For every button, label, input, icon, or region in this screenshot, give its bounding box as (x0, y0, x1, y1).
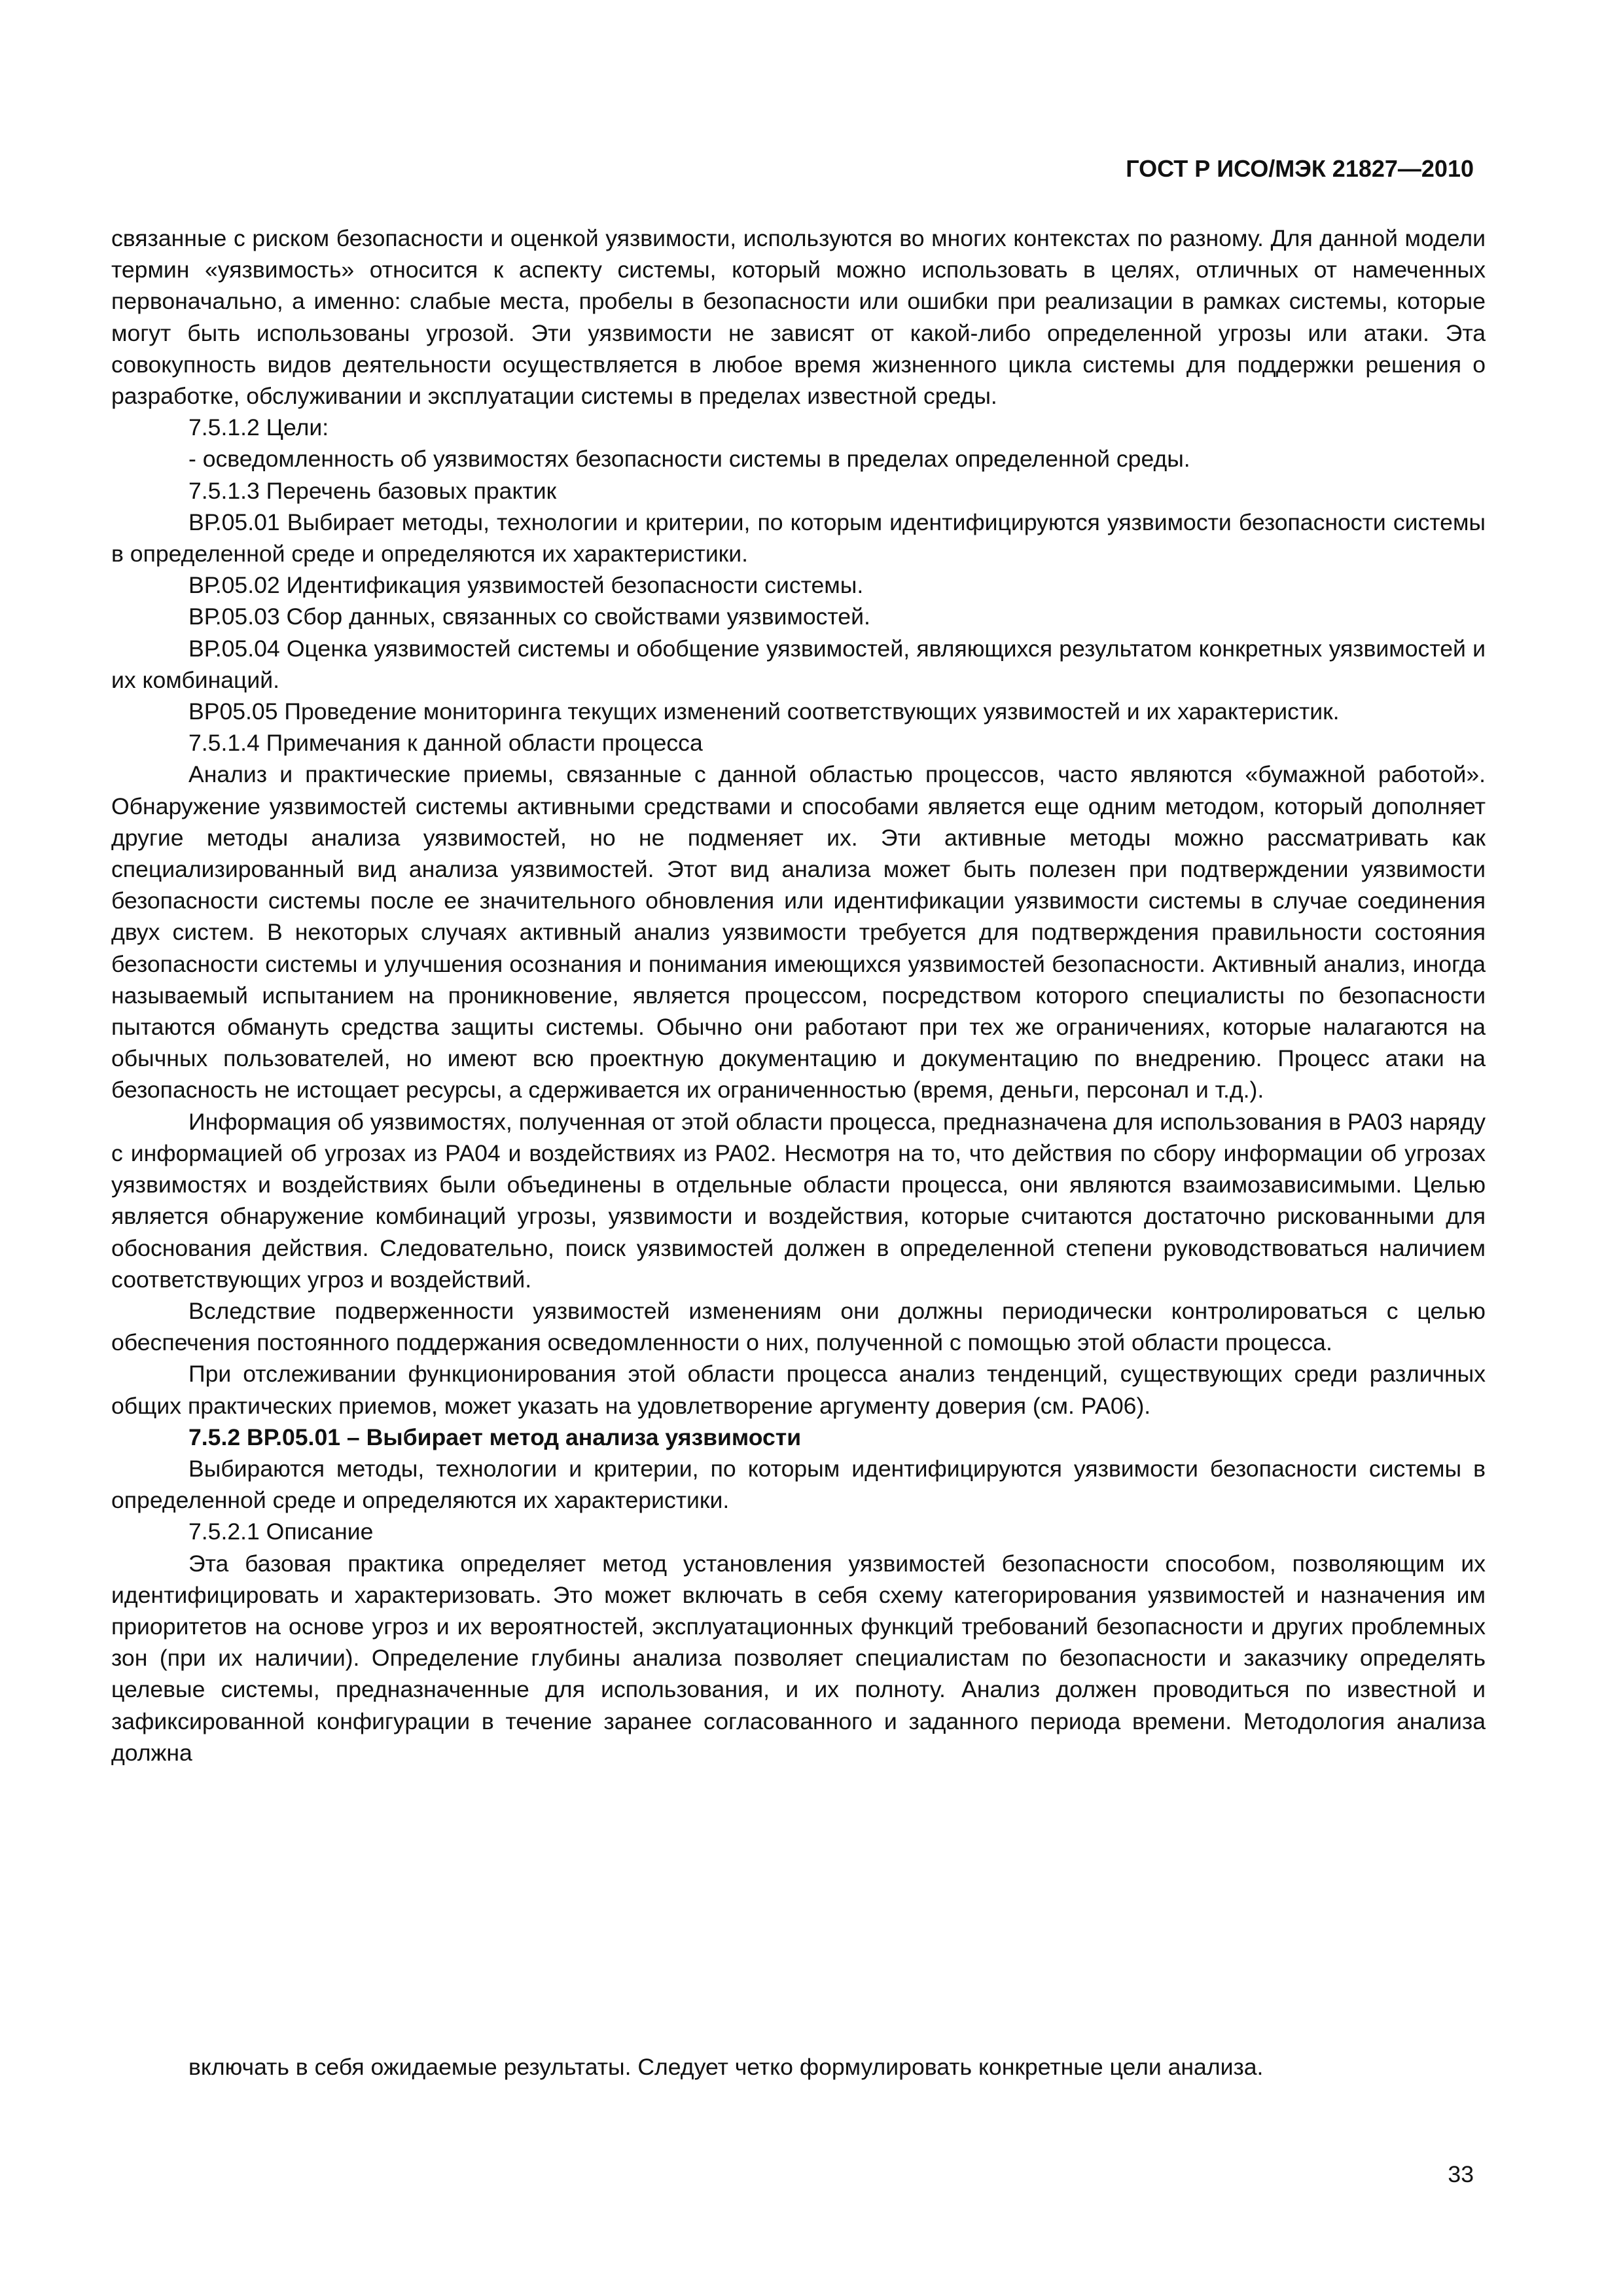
paragraph: Эта базовая практика определяет метод установления уязвимостей безопасности способом, позволяющим их идентифицировать и характеризовать. Это может включать в себя схему категорирования уязвимостей и назначения им приоритетов на основе угроз и их вероятностей, эксплуатационных функций требований безопасности и других проблемных зон (при их наличии). Определение глубины анализа позволяет специалистам по безопасности и заказчику определять целевые системы, предназначенные для использования, и их полноту. Анализ должен проводиться по известной и зафиксированной конфигурации в течение заранее согласованного и заданного периода времени. Методология анализа должна (111, 1550, 1486, 1766)
paragraph: ВР.05.01 Выбирает методы, технологии и критерии, по которым идентифицируются уязвимости безопасности системы в определенной среде и определяются их характеристики. (111, 509, 1486, 567)
paragraph: ВР.05.03 Сбор данных, связанных со свойствами уязвимостей. (188, 603, 870, 630)
paragraph: ВР.05.04 Оценка уязвимостей системы и обобщение уязвимостей, являющихся результатом конкретных уязвимостей и их комбинаций. (111, 635, 1486, 693)
document-body (111, 223, 1486, 1768)
paragraph: Анализ и практические приемы, связанные с данной областью процессов, часто являются «бумажной работой». Обнаружение уязвимостей системы активными средствами и способами является еще одним методом, который дополняет другие методы анализа уязвимостей, но не подменяет их. Эти активные методы можно рассматривать как специализированный вид анализа уязвимостей. Этот вид анализа может быть полезен при подтверждении уязвимости безопасности системы после ее значительного обновления или идентификации уязвимости системы в случае соединения двух систем. В некоторых случаях активный анализ уязвимости требуется для подтверждения правильности состояния безопасности системы и улучшения осознания и понимания имеющихся уязвимостей безопасности. Активный анализ, иногда называемый испытанием на проникновение, является процессом, посредством которого специалисты по безопасности пытаются обмануть средства защиты системы. Обычно они работают при тех же ограничениях, которые налагаются на обычных пользователей, но имеют всю проектную документацию и документацию по внедрению. Процесс атаки на безопасность не истощает ресурсы, а сдерживается их ограниченностью (время, деньги, персонал и т.д.). (111, 761, 1486, 1103)
paragraph: - осведомленность об уязвимостях безопасности системы в пределах определенной среды. (188, 446, 1190, 473)
continuation-line: включать в себя ожидаемые результаты. Следует четко формулировать конкретные цели анализа. (188, 2054, 1264, 2080)
paragraph: связанные с риском безопасности и оценкой уязвимости, используются во многих контекстах по разному. Для данной модели термин «уязвимость» относится к аспекту системы, который можно использовать в целях, отличных от намеченных первоначально, а именно: слабые места, пробелы в безопасности или ошибки при реализации в рамках системы, которые могут быть использованы угрозой. Эти уязвимости не зависят от какой-либо определенной угрозы или атаки. Эта совокупность видов деятельности осуществляется в любое время жизненного цикла системы для поддержки решения о разработке, обслуживании и эксплуатации системы в пределах известной среды. (111, 225, 1486, 410)
paragraph: ВР.05.02 Идентификация уязвимостей безопасности системы. (188, 572, 864, 599)
paragraph: 7.5.1.2 Цели: (188, 414, 329, 441)
paragraph: 7.5.2.1 Описание (188, 1518, 374, 1545)
paragraph: Информация об уязвимостях, полученная от этой области процесса, предназначена для использования в РА03 наряду с информацией об угрозах из РА04 и воздействиях из РА02. Несмотря на то, что действия по сбору информации об угрозах уязвимостях и воздействиях были объединены в отдельные области процесса, они являются взаимозависимыми. Целью является обнаружение комбинаций угрозы, уязвимости и воздействия, которые считаются достаточно рискованными для обоснования действия. Следовательно, поиск уязвимостей должен в определенной степени руководствоваться наличием соответствующих угроз и воздействий. (111, 1108, 1486, 1293)
paragraph: Выбираются методы, технологии и критерии, по которым идентифицируются уязвимости безопасности системы в определенной среде и определяются их характеристики. (111, 1455, 1486, 1514)
paragraph: 7.5.1.4 Примечания к данной области процесса (188, 730, 703, 757)
paragraph: ВР05.05 Проведение мониторинга текущих изменений соответствующих уязвимостей и их характеристик. (188, 698, 1340, 725)
section-heading: 7.5.2 ВР.05.01 – Выбирает метод анализа уязвимости (188, 1424, 802, 1450)
paragraph: При отслеживании функционирования этой области процесса анализ тенденций, существующих среди различных общих практических приемов, может указать на удовлетворение аргументу доверия (см. РА06). (111, 1361, 1486, 1419)
document-header: ГОСТ Р ИСО/МЭК 21827—2010 (1126, 155, 1474, 182)
paragraph: Вследствие подверженности уязвимостей изменениям они должны периодически контролироваться с целью обеспечения постоянного поддержания осведомленности о них, полученной с помощью этой области процесса. (111, 1297, 1486, 1356)
paragraph: 7.5.1.3 Перечень базовых практик (188, 477, 557, 504)
page-number: 33 (1448, 2161, 1474, 2187)
